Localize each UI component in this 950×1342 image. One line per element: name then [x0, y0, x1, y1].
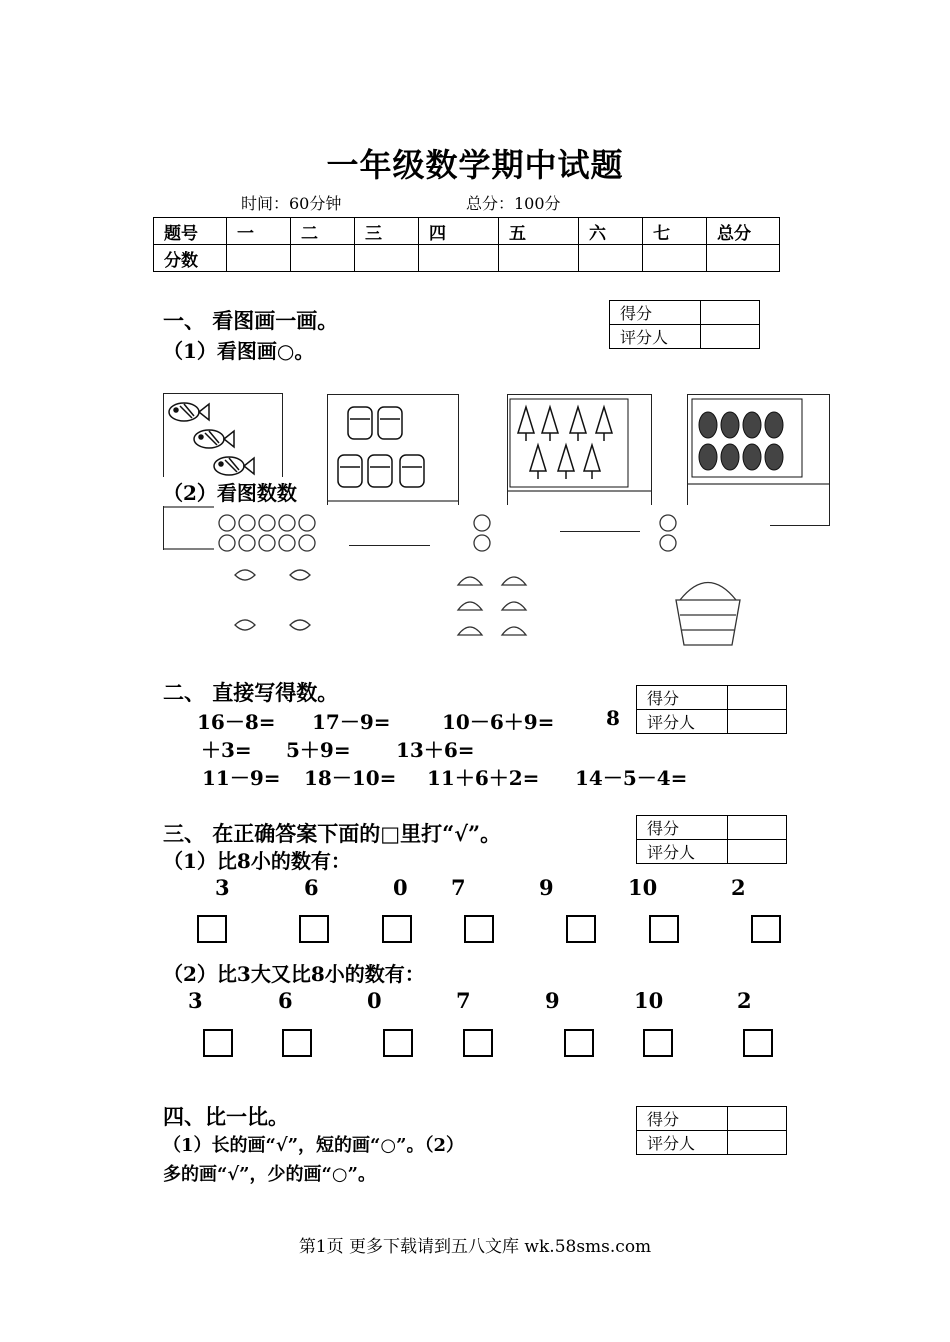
score-value-cell[interactable] — [499, 245, 579, 272]
score-value-cell[interactable] — [355, 245, 419, 272]
score-value-cell[interactable] — [643, 245, 707, 272]
answer-checkbox[interactable] — [464, 915, 494, 943]
grade-box-score-label: 得分 — [637, 1107, 728, 1131]
section4-line1: （1）长的画“√”，短的画“○”。（2） — [163, 1135, 464, 1156]
score-header-cell: 题号 — [154, 218, 227, 245]
grade-box-grader-label: 评分人 — [637, 1131, 728, 1155]
grade-box-grader-label: 评分人 — [610, 325, 701, 349]
bird-icon — [215, 505, 349, 657]
circles-birds-picture — [215, 505, 349, 657]
option-number: 7 — [451, 875, 466, 900]
grade-box-score-value[interactable] — [728, 1107, 787, 1131]
section4-heading: 四、比一比。 — [163, 1104, 289, 1129]
score-header-cell: 七 — [643, 218, 707, 245]
grade-box-4 — [636, 1106, 787, 1155]
option-number: 6 — [278, 988, 293, 1013]
answer-checkbox[interactable] — [463, 1029, 493, 1057]
grade-box-grader-label: 评分人 — [637, 710, 728, 734]
cap-icon — [430, 505, 560, 657]
grade-box-2 — [636, 685, 787, 734]
answer-checkbox[interactable] — [564, 1029, 594, 1057]
score-table-value-row — [154, 245, 780, 272]
grade-box-score-label: 得分 — [610, 301, 701, 325]
grade-box-grader-label: 评分人 — [637, 840, 728, 864]
calc-item: 8 — [606, 706, 620, 730]
option-number: 9 — [545, 988, 560, 1013]
score-row-label: 分数 — [154, 245, 227, 272]
option-number: 10 — [634, 988, 664, 1013]
answer-checkbox[interactable] — [751, 915, 781, 943]
section3-q1: （1）比8小的数有： — [163, 849, 351, 873]
section3-q2: （2）比3大又比8小的数有： — [163, 962, 425, 986]
calc-item: 11－9= — [202, 766, 281, 790]
answer-checkbox[interactable] — [203, 1029, 233, 1057]
option-number: 2 — [737, 988, 752, 1013]
option-number: 3 — [215, 875, 230, 900]
option-number: 7 — [456, 988, 471, 1013]
answer-checkbox[interactable] — [299, 915, 329, 943]
calc-item: 16－8= — [197, 710, 276, 734]
section1-sub1: （1）看图画○。 — [163, 339, 315, 363]
grade-box-score-value[interactable] — [728, 686, 787, 710]
score-header-cell: 总分 — [707, 218, 780, 245]
grade-box-grader-value[interactable] — [728, 1131, 787, 1155]
answer-checkbox[interactable] — [282, 1029, 312, 1057]
section3-heading: 三、 在正确答案下面的□里打“√”。 — [163, 821, 502, 846]
answer-checkbox[interactable] — [383, 1029, 413, 1057]
grade-box-grader-value[interactable] — [728, 710, 787, 734]
page-title: 一年级数学期中试题 — [326, 146, 624, 184]
grade-box-1 — [609, 300, 760, 349]
answer-checkbox[interactable] — [382, 915, 412, 943]
score-value-cell[interactable] — [227, 245, 291, 272]
calc-item: 11＋6＋2= — [427, 766, 540, 790]
score-header-cell: 六 — [579, 218, 643, 245]
calc-item: ＋3= — [201, 738, 252, 762]
score-table-header-row — [154, 218, 780, 245]
score-value-cell[interactable] — [291, 245, 355, 272]
option-number: 9 — [539, 875, 554, 900]
calc-item: 14－5－4= — [575, 766, 688, 790]
option-number: 10 — [628, 875, 658, 900]
exam-total: 总分：100分 — [466, 194, 561, 213]
score-table — [153, 217, 780, 272]
score-header-cell: 四 — [419, 218, 499, 245]
answer-checkbox[interactable] — [743, 1029, 773, 1057]
grade-box-grader-value[interactable] — [728, 840, 787, 864]
answer-checkbox[interactable] — [643, 1029, 673, 1057]
score-header-cell: 三 — [355, 218, 419, 245]
basket-picture — [640, 505, 770, 657]
section1-sub2: （2）看图数数 — [163, 477, 297, 506]
grade-box-score-label: 得分 — [637, 686, 728, 710]
basket-icon — [640, 505, 770, 657]
option-number: 0 — [367, 988, 382, 1013]
section4-line2: 多的画“√”，少的画“○”。 — [163, 1164, 376, 1185]
score-header-cell: 一 — [227, 218, 291, 245]
score-value-cell[interactable] — [579, 245, 643, 272]
option-number: 6 — [304, 875, 319, 900]
answer-checkbox[interactable] — [197, 915, 227, 943]
calc-item: 10－6＋9= — [442, 710, 555, 734]
score-value-cell[interactable] — [707, 245, 780, 272]
score-value-cell[interactable] — [419, 245, 499, 272]
section1-heading: 一、 看图画一画。 — [163, 308, 339, 333]
option-number: 2 — [731, 875, 746, 900]
calc-item: 13＋6= — [396, 738, 475, 762]
section2-heading: 二、 直接写得数。 — [163, 680, 339, 705]
calc-item: 17－9= — [312, 710, 391, 734]
page-footer: 第1页 更多下载请到五八文库 wk.58sms.com — [298, 1237, 652, 1257]
caps-picture — [430, 505, 560, 657]
score-header-cell: 五 — [499, 218, 579, 245]
calc-item: 5＋9= — [286, 738, 351, 762]
calc-item: 18－10= — [304, 766, 397, 790]
answer-checkbox[interactable] — [566, 915, 596, 943]
exam-time: 时间：60分钟 — [241, 194, 342, 213]
grade-box-3 — [636, 815, 787, 864]
option-number: 0 — [393, 875, 408, 900]
grade-box-score-label: 得分 — [637, 816, 728, 840]
answer-checkbox[interactable] — [649, 915, 679, 943]
option-number: 3 — [188, 988, 203, 1013]
grade-box-grader-value[interactable] — [701, 325, 760, 349]
grade-box-score-value[interactable] — [728, 816, 787, 840]
grade-box-score-value[interactable] — [701, 301, 760, 325]
score-header-cell: 二 — [291, 218, 355, 245]
